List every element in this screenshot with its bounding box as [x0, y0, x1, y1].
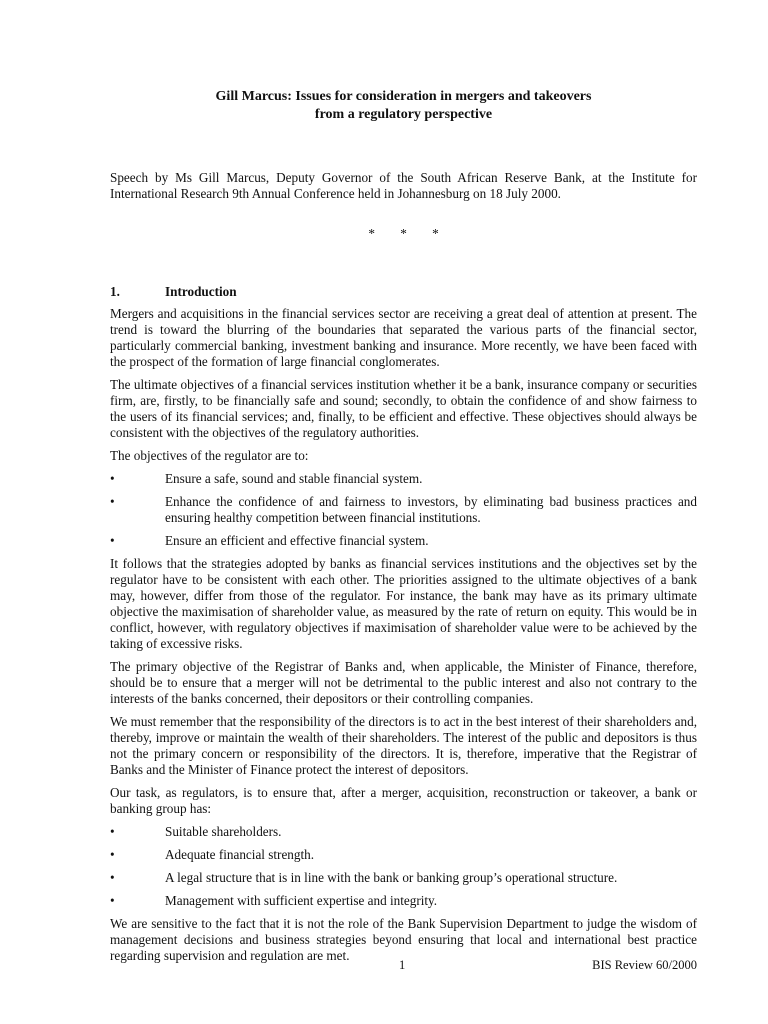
bullet-icon: •: [110, 471, 115, 486]
bullet-icon: •: [110, 494, 115, 509]
paragraph: The ultimate objectives of a financial services institution whether it be a bank, insurance company or securities firm, are, firstly, to be financially safe and sound; secondly, to obtain the confidence of and show fairness to the users of its financial services; and, finally, to be efficient and effective. These objectives should always be consistent with the objectives of the regulatory authorities.: [110, 377, 697, 440]
bank-requirements-list: [110, 824, 697, 909]
list-item-text: Suitable shareholders.: [165, 824, 282, 839]
title-line-2: from a regulatory perspective: [314, 107, 493, 122]
list-item-text: Management with sufficient expertise and integrity.: [165, 893, 438, 908]
list-item: [110, 870, 697, 886]
list-item-text: Enhance the confidence of and fairness to investors, by eliminating bad business practices and ensuring healthy competition between financial institutions.: [165, 494, 697, 525]
document-title: [110, 88, 697, 124]
list-item-text: Adequate financial strength.: [165, 847, 315, 862]
paragraph: The primary objective of the Registrar of Banks and, when applicable, the Minister of Finance, therefore, should be to ensure that a merger will not be detrimental to the public interest and also not contrary to the interests of the banks concerned, their depositors or their controlling companies.: [110, 659, 697, 706]
separator-star: *: [432, 226, 439, 241]
paragraph: We must remember that the responsibility of the directors is to act in the best interest of their shareholders and, thereby, improve or maintain the wealth of their shareholders. The interest of the public and depositors is thus not the primary concern or responsibility of the directors. It is, therefore, imperative that the Registrar of Banks and the Minister of Finance protect the interest of depositors.: [110, 714, 697, 777]
speech-intro: Speech by Ms Gill Marcus, Deputy Governor of the South African Reserve Bank, at the Institute for International Research 9th Annual Conference held in Johannesburg on 18 July 2000.: [110, 170, 697, 201]
list-item: [110, 893, 697, 909]
bullet-icon: •: [110, 847, 115, 862]
separator-star: *: [368, 226, 375, 241]
title-line-1: Gill Marcus: Issues for consideration in mergers and takeovers: [215, 89, 592, 104]
bullet-icon: •: [110, 533, 115, 548]
paragraph: We are sensitive to the fact that it is not the role of the Bank Supervision Department to judge the wisdom of management decisions and business strategies beyond ensuring that local and international best practice regarding supervision and regulation are met.: [110, 916, 697, 963]
page-footer: [110, 958, 697, 974]
list-item-text: A legal structure that is in line with the bank or banking group’s operational structure.: [165, 870, 618, 885]
list-item: [110, 847, 697, 863]
page-number: 1: [399, 958, 406, 972]
bullet-icon: •: [110, 893, 115, 908]
paragraph: The objectives of the regulator are to:: [110, 448, 309, 463]
section-separator: [110, 226, 697, 242]
section-title: Introduction: [165, 284, 237, 299]
regulator-objectives-list: [110, 471, 697, 549]
list-item: [110, 471, 697, 487]
separator-star: *: [400, 226, 407, 241]
bullet-icon: •: [110, 824, 115, 839]
paragraph: Mergers and acquisitions in the financial services sector are receiving a great deal of attention at present. The trend is toward the blurring of the boundaries that separated the various parts of the financial sector, particularly commercial banking, investment banking and insurance. More recently, we have been faced with the prospect of the formation of large financial conglomerates.: [110, 306, 697, 369]
bullet-icon: •: [110, 870, 115, 885]
publication-label: BIS Review 60/2000: [592, 958, 697, 972]
list-item-text: Ensure an efficient and effective financial system.: [165, 533, 429, 548]
list-item: [110, 824, 697, 840]
paragraph: It follows that the strategies adopted by banks as financial services institutions and the objectives set by the regulator have to be consistent with each other. The priorities assigned to the ultimate objectives of a bank may, however, differ from those of the regulator. For instance, the bank may have as its primary ultimate objective the maximisation of shareholder value, as measured by the rate of return on equity. This would be in conflict, however, with regulatory objectives if maximisation of shareholder value were to be achieved by the taking of excessive risks.: [110, 556, 697, 651]
document-page: [110, 88, 697, 971]
list-item: [110, 533, 697, 549]
paragraph: Our task, as regulators, is to ensure that, after a merger, acquisition, reconstruction or takeover, a bank or banking group has:: [110, 785, 697, 816]
list-item: [110, 494, 697, 526]
section-number: 1.: [110, 284, 120, 299]
list-item-text: Ensure a safe, sound and stable financial system.: [165, 471, 423, 486]
section-heading: [110, 284, 697, 300]
